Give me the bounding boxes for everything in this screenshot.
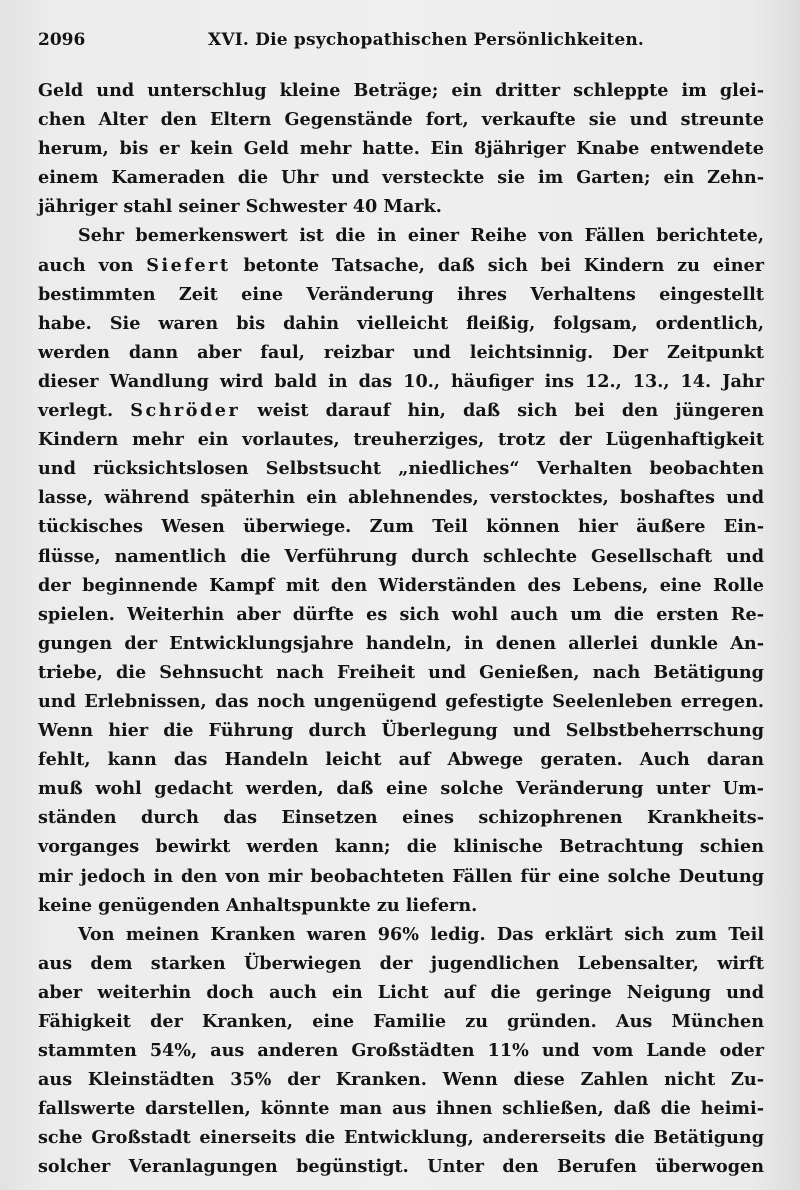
text-line: aus dem starken Überwiegen der jugendlichen Lebensalter, wirft xyxy=(38,952,764,974)
text-line: spielen. Weiterhin aber dürfte es sich wohl auch um die ersten Re- xyxy=(38,603,764,625)
text-line: triebe, die Sehnsucht nach Freiheit und Genießen, nach Betätigung xyxy=(38,661,764,683)
page-number: 2096 xyxy=(38,30,86,50)
text-line: gungen der Entwicklungsjahre handeln, in denen allerlei dunkle An- xyxy=(38,632,764,654)
text-segment: verlegt. xyxy=(38,400,131,422)
text-line: solcher Veranlagungen begünstigt. Unter den Berufen überwogen xyxy=(38,1156,764,1178)
body-text xyxy=(38,76,764,1182)
text-line: und rücksichtslosen Selbstsucht „niedliches“ Verhalten beobachten xyxy=(38,458,764,480)
text-line: muß wohl gedacht werden, daß eine solche Veränderung unter Um- xyxy=(38,778,764,800)
text-line: Wenn hier die Führung durch Überlegung und Selbstbeherrschung xyxy=(38,720,764,742)
text-line: Kindern mehr ein vorlautes, treuherziges, trotz der Lügenhaftigkeit xyxy=(38,429,764,451)
text-line: fehlt, kann das Handeln leicht auf Abwege geraten. Auch daran xyxy=(38,749,764,771)
text-line xyxy=(38,251,764,280)
page-header xyxy=(38,30,768,56)
text-line xyxy=(38,396,764,425)
text-line: Von meinen Kranken waren 96% ledig. Das erklärt sich zum Teil xyxy=(78,923,764,945)
author-name-schroeder: Schröder xyxy=(130,400,241,422)
text-line: mir jedoch in den von mir beobachteten Fällen für eine solche Deutung xyxy=(38,865,764,887)
text-line: jähriger stahl seiner Schwester 40 Mark. xyxy=(38,196,442,218)
text-line: einem Kameraden die Uhr und versteckte sie im Garten; ein Zehn- xyxy=(38,167,764,189)
text-line: vorganges bewirkt werden kann; die klinische Betrachtung schien xyxy=(38,836,764,858)
text-line: chen Alter den Eltern Gegenstände fort, verkaufte sie und streunte xyxy=(38,109,764,131)
text-segment: betonte Tatsache, daß sich bei Kindern zu einer xyxy=(230,254,764,276)
text-line: habe. Sie waren bis dahin vielleicht fleißig, folgsam, ordentlich, xyxy=(38,312,764,334)
text-line: flüsse, namentlich die Verführung durch schlechte Gesellschaft und xyxy=(38,545,764,567)
text-line: herum, bis er kein Geld mehr hatte. Ein 8jähriger Knabe entwendete xyxy=(38,138,764,160)
text-line: sche Großstadt einerseits die Entwicklung, andererseits die Betätigung xyxy=(38,1127,764,1149)
text-line: aber weiterhin doch auch ein Licht auf die geringe Neigung und xyxy=(38,981,764,1003)
text-line: tückisches Wesen überwiege. Zum Teil können hier äußere Ein- xyxy=(38,516,764,538)
text-line: Fähigkeit der Kranken, eine Familie zu gründen. Aus München xyxy=(38,1011,764,1032)
text-line: Sehr bemerkenswert ist die in einer Reihe von Fällen berichtete, xyxy=(78,225,764,247)
text-line: stammten 54%, aus anderen Großstädten 11% und vom Lande oder xyxy=(38,1040,764,1062)
text-line: aus Kleinstädten 35% der Kranken. Wenn diese Zahlen nicht Zu- xyxy=(38,1069,764,1091)
text-line: fallswerte darstellen, könnte man aus ihnen schließen, daß die heimi- xyxy=(38,1098,764,1120)
text-segment: auch von xyxy=(38,254,147,276)
text-line: lasse, während späterhin ein ablehnendes, verstocktes, boshaftes und xyxy=(38,487,764,509)
text-line: und Erlebnissen, das noch ungenügend gefestigte Seelenleben erregen. xyxy=(38,690,764,712)
text-line: Geld und unterschlug kleine Beträge; ein dritter schleppte im glei- xyxy=(38,80,764,101)
text-line: keine genügenden Anhaltspunkte zu liefern. xyxy=(38,894,478,916)
author-name-siefert: Siefert xyxy=(146,254,231,276)
text-line: dieser Wandlung wird bald in das 10., häufiger ins 12., 13., 14. Jahr xyxy=(38,370,764,392)
text-line: bestimmten Zeit eine Veränderung ihres Verhaltens eingestellt xyxy=(38,283,764,305)
text-line: ständen durch das Einsetzen eines schizophrenen Krankheits- xyxy=(38,807,764,829)
text-line: der beginnende Kampf mit den Widerständen des Lebens, eine Rolle xyxy=(38,574,764,596)
text-line: werden dann aber faul, reizbar und leichtsinnig. Der Zeitpunkt xyxy=(38,341,764,363)
running-title: XVI. Die psychopathischen Persönlichkeiten. xyxy=(208,30,645,50)
text-segment: weist darauf hin, daß sich bei den jüngeren xyxy=(240,400,764,422)
